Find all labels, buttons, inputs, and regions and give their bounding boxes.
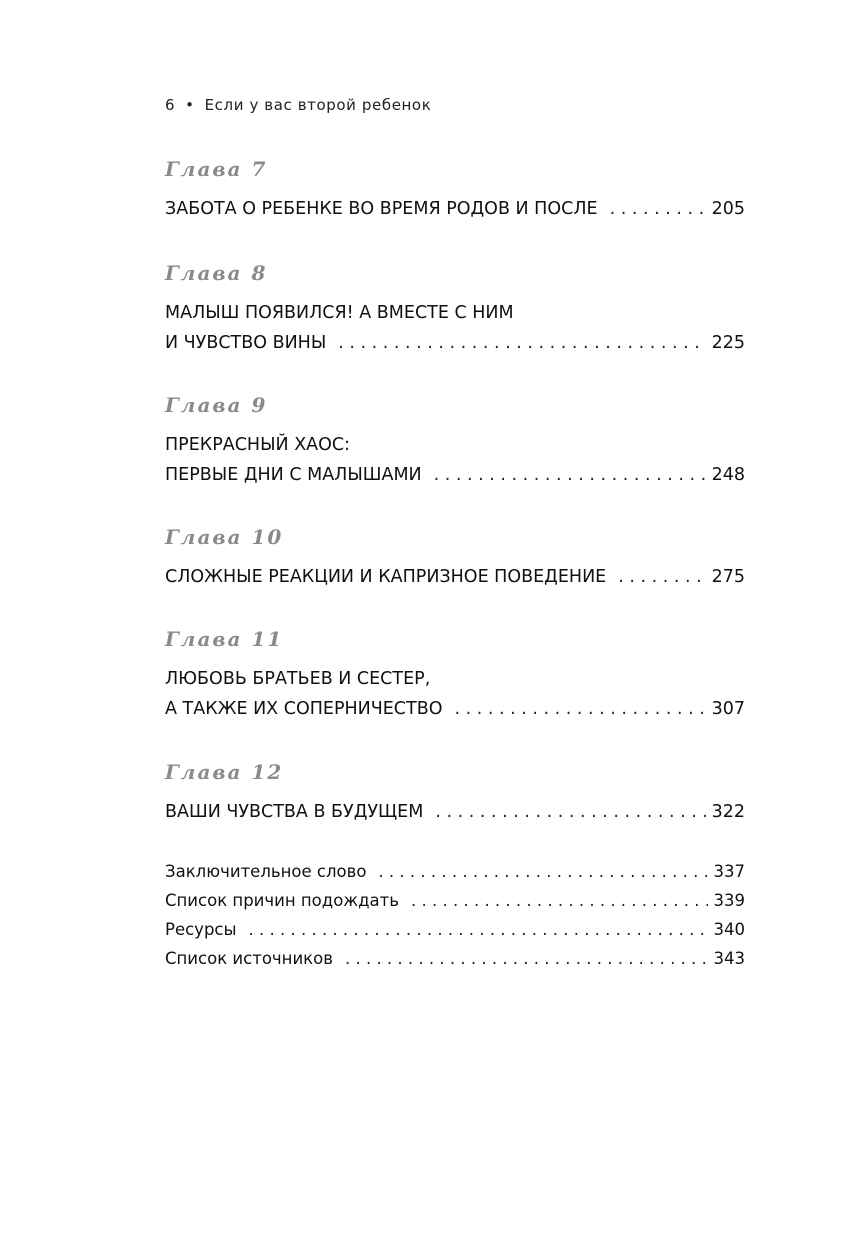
page-number: 6 [165, 96, 176, 114]
toc-entry-line[interactable] [165, 694, 745, 724]
toc-chapter-7 [165, 154, 745, 224]
toc-entry-line[interactable] [165, 664, 745, 694]
book-title: Если у вас второй ребенок [204, 96, 432, 114]
chapter-title-line-2: И ЧУВСТВО ВИНЫ [165, 333, 327, 353]
toc-entry-line[interactable] [165, 430, 745, 460]
toc-entry-line[interactable] [165, 298, 745, 328]
back-entry-page-number: 337 [713, 862, 745, 881]
back-entry-title: Список причин подождать [165, 891, 400, 910]
chapter-label: Глава 7 [165, 157, 268, 181]
chapter-page-number: 322 [711, 802, 745, 822]
toc-back-matter [165, 857, 745, 973]
dot-leader [378, 857, 707, 886]
toc-entry-line[interactable] [165, 194, 745, 224]
back-entry-title: Заключительное слово [165, 862, 367, 881]
chapter-title-line-2: А ТАКЖЕ ИХ СОПЕРНИЧЕСТВО [165, 699, 443, 719]
toc-chapter-12 [165, 757, 745, 827]
chapter-title: ЗАБОТА О РЕБЕНКЕ ВО ВРЕМЯ РОДОВ И ПОСЛЕ [165, 199, 598, 219]
toc-entry-line[interactable] [165, 460, 745, 490]
toc-entry-line[interactable] [165, 562, 745, 592]
chapter-title-line-2: ПЕРВЫЕ ДНИ С МАЛЫШАМИ [165, 465, 422, 485]
back-entry-title: Список источников [165, 949, 333, 968]
back-entry-page-number: 343 [713, 949, 745, 968]
header-separator: • [185, 96, 195, 114]
chapter-title-line-1: ПРЕКРАСНЫЙ ХАОС: [165, 435, 351, 455]
dot-leader [345, 944, 708, 973]
dot-leader [618, 562, 705, 592]
chapter-page-number: 275 [711, 567, 745, 587]
toc-back-entry[interactable] [165, 944, 745, 973]
chapter-title-line-1: МАЛЫШ ПОЯВИЛСЯ! А ВМЕСТЕ С НИМ [165, 303, 514, 323]
dot-leader [455, 694, 706, 724]
chapter-page-number: 225 [711, 333, 745, 353]
back-entry-title: Ресурсы [165, 920, 237, 939]
toc-chapter-8 [165, 258, 745, 358]
toc-back-entry[interactable] [165, 915, 745, 944]
toc-chapter-11 [165, 624, 745, 724]
chapter-page-number: 307 [711, 699, 745, 719]
back-entry-page-number: 339 [713, 891, 745, 910]
chapter-label: Глава 8 [165, 261, 268, 285]
chapter-title: ВАШИ ЧУВСТВА В БУДУЩЕМ [165, 802, 424, 822]
dot-leader [610, 194, 706, 224]
chapter-label: Глава 11 [165, 627, 284, 651]
toc-entry-line[interactable] [165, 797, 745, 827]
chapter-title: СЛОЖНЫЕ РЕАКЦИИ И КАПРИЗНОЕ ПОВЕДЕНИЕ [165, 567, 607, 587]
dot-leader [434, 460, 706, 490]
chapter-page-number: 205 [711, 199, 745, 219]
dot-leader [249, 915, 708, 944]
toc-back-entry[interactable] [165, 886, 745, 915]
toc-chapter-10 [165, 522, 745, 592]
chapter-label: Глава 12 [165, 760, 284, 784]
dot-leader [411, 886, 707, 915]
chapter-title-line-1: ЛЮБОВЬ БРАТЬЕВ И СЕСТЕР, [165, 669, 431, 689]
running-header [165, 96, 431, 114]
dot-leader [338, 328, 705, 358]
toc-chapter-9 [165, 390, 745, 490]
chapter-label: Глава 10 [165, 525, 284, 549]
toc-back-entry[interactable] [165, 857, 745, 886]
chapter-label: Глава 9 [165, 393, 268, 417]
chapter-page-number: 248 [711, 465, 745, 485]
dot-leader [435, 797, 705, 827]
toc-entry-line[interactable] [165, 328, 745, 358]
back-entry-page-number: 340 [713, 920, 745, 939]
